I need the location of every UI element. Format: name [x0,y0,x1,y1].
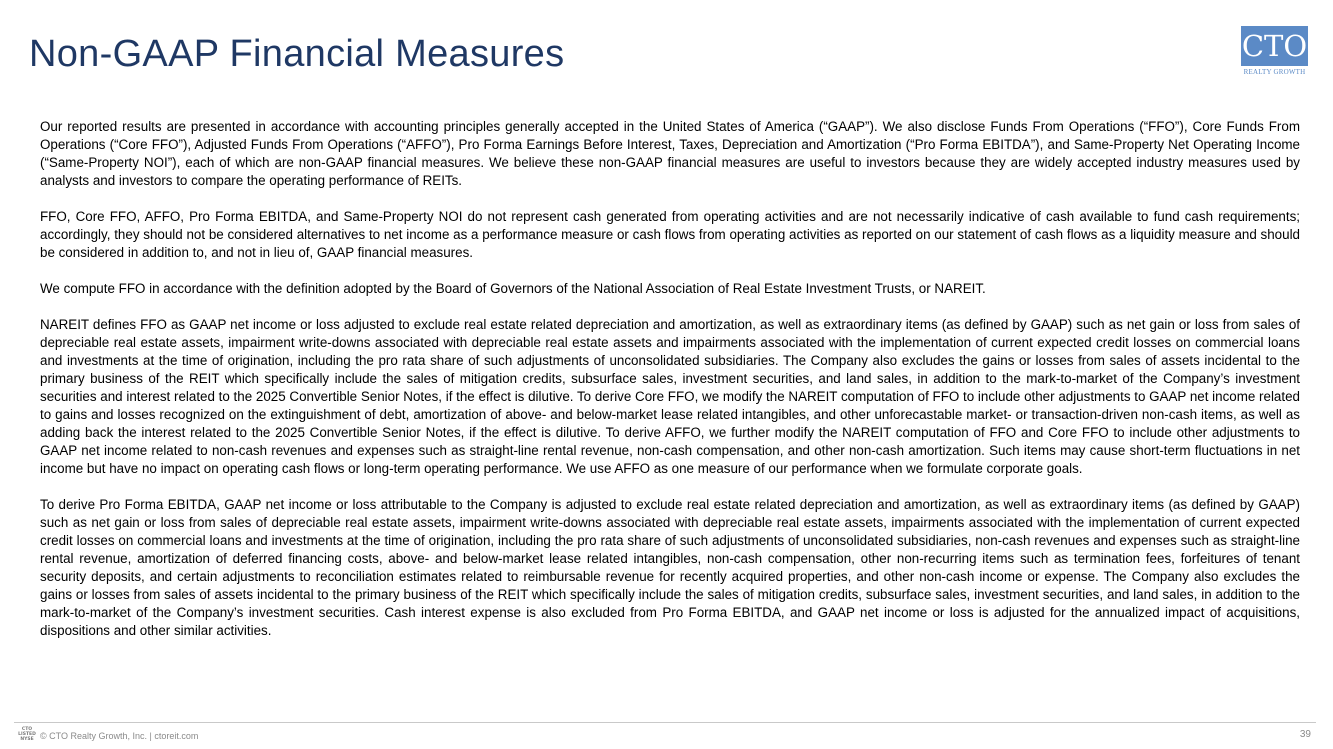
company-logo [1241,26,1308,78]
footer-divider [14,722,1316,723]
paragraph-ffo-definition: We compute FFO in accordance with the definition adopted by the Board of Governors of the National Association of Real Estate Investment Trusts, or NAREIT. [40,281,986,296]
logo-badge [1241,26,1308,66]
page-number: 39 [1299,729,1311,740]
logo-main-text: CTO [1241,28,1308,63]
paragraph-limitations: FFO, Core FFO, AFFO, Pro Forma EBITDA, and Same-Property NOI do not represent cash generated from operating activities and are not necessarily indicative of cash available to fund cash requirements; accordingly, they should not be considered alternatives to net income as a performance measure or cash flows from operating activities as reported on our statement of cash flows as a liquidity measure and should be considered in addition to, and not in lieu of, GAAP financial measures. [40,209,1300,260]
paragraph-intro: Our reported results are presented in accordance with accounting principles generally accepted in the United States of America (“GAAP”). We also disclose Funds From Operations (“FFO”), Core Funds From Operations (“Core FFO”), Adjusted Funds From Operations (“AFFO”), Pro Forma Earnings Before Interest, Taxes, Depreciation and Amortization (“Pro Forma EBITDA”), and Same-Property Net Operating Income (“Same-Property NOI”), each of which are non-GAAP financial measures. We believe these non-GAAP financial measures are useful to investors because they are widely accepted industry measures used by analysts and investors to compare the operating performance of REITs. [40,119,1300,188]
page-title: Non-GAAP Financial Measures [29,33,565,75]
nyse-listed-logo [17,723,37,745]
paragraph-pro-forma-ebitda: To derive Pro Forma EBITDA, GAAP net income or loss attributable to the Company is adjusted to exclude real estate related depreciation and amortization, as well as extraordinary items (as defined by GAAP) such as net gain or loss from sales of depreciable real estate assets, impairment write-downs associated with depreciable real estate assets, impairments associated with the implementation of current expected credit losses on commercial loans and investments at the time of origination, including the pro rata share of such adjustments of unconsolidated subsidiaries, non-cash revenues and expenses such as straight-line rental revenue, amortization of deferred financing costs, above- and below-market lease related intangibles, non-cash compensation, other non-recurring items such as termination fees, forfeitures of tenant security deposits, and certain adjustments to reconciliation estimates related to reimbursable revenue for recently acquired properties, and other non-cash income or expense. The Company also excludes the gains or losses from sales of assets incidental to the primary business of the REIT which specifically include the sales of mitigation credits, subsurface sales, investment securities, and land sales, in addition to the mark-to-market of the Company’s investment securities. Cash interest expense is also excluded from Pro Forma EBITDA, and GAAP net income or loss is adjusted for the annualized impact of acquisitions, dispositions and other similar activities. [40,497,1300,638]
nyse-logo-line: CTO [21,726,33,732]
nyse-logo-line: NYSE [20,736,34,742]
body-text [40,118,1300,658]
logo-sub-text: REALTY GROWTH [1243,68,1306,76]
footer-copyright: © CTO Realty Growth, Inc. | ctoreit.com [40,731,199,741]
nyse-logo-line: LISTED [18,731,36,737]
paragraph-nareit-ffo: NAREIT defines FFO as GAAP net income or loss adjusted to exclude real estate related depreciation and amortization, as well as extraordinary items (as defined by GAAP) such as net gain or loss from sales of depreciable real estate assets, impairment write-downs associated with depreciable real estate assets and impairments associated with the implementation of current expected credit losses on commercial loans and investments at the time of origination, including the pro rata share of such adjustments of unconsolidated subsidiaries. The Company also excludes the gains or losses from sales of assets incidental to the primary business of the REIT which specifically include the sales of mitigation credits, subsurface sales, investment securities, and land sales, in addition to the mark-to-market of the Company’s investment securities and interest related to the 2025 Convertible Senior Notes, if the effect is dilutive. To derive Core FFO, we modify the NAREIT computation of FFO to include other adjustments to GAAP net income related to gains and losses recognized on the extinguishment of debt, amortization of above- and below-market lease related intangibles, and other unforecastable market- or transaction-driven non-cash items, as well as adding back the interest related to the 2025 Convertible Senior Notes, if the effect is dilutive. To derive AFFO, we further modify the NAREIT computation of FFO and Core FFO to include other adjustments to GAAP net income related to non-cash revenues and expenses such as straight-line rental revenue, non-cash compensation, and other non-cash amortization. Such items may cause short-term fluctuations in net income but have no impact on operating cash flows or long-term operating performance. We use AFFO as one measure of our performance when we formulate corporate goals. [40,317,1300,476]
